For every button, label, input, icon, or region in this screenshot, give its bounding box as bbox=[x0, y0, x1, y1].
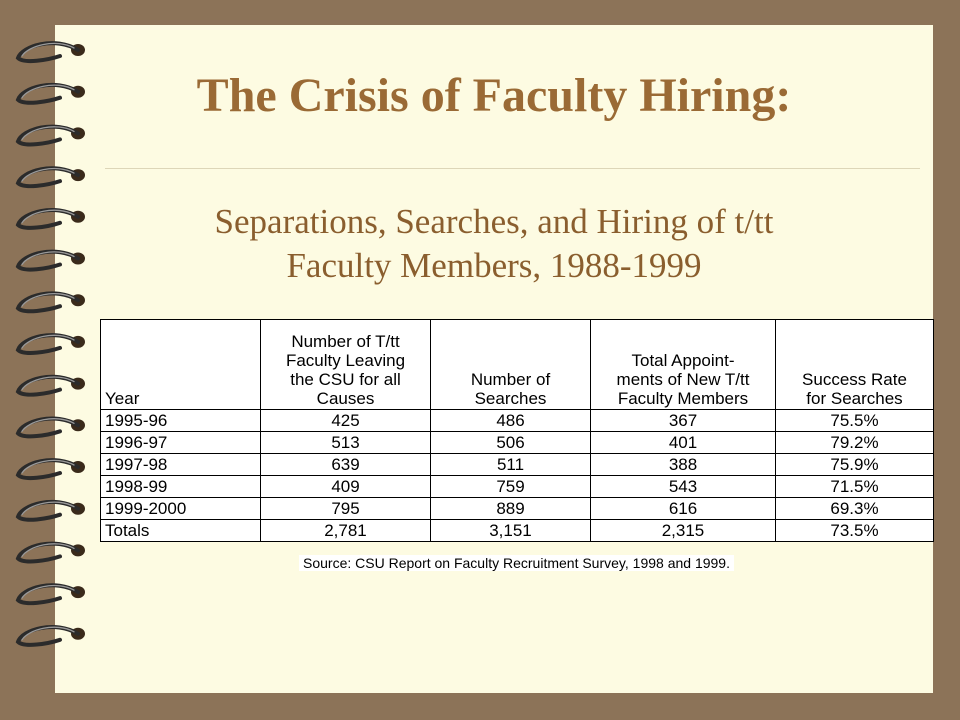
binding-ring-icon bbox=[18, 418, 85, 436]
cell-searches: 486 bbox=[431, 410, 591, 432]
cell-leaving: 795 bbox=[261, 498, 431, 520]
binding-ring-icon bbox=[18, 127, 85, 145]
cell-success-rate: 75.5% bbox=[776, 410, 934, 432]
header-total-appointments: Total Appoint- ments of New T/tt Faculty Members bbox=[591, 320, 776, 410]
header-success-rate: Success Rate for Searches bbox=[776, 320, 934, 410]
binding-ring-icon bbox=[18, 43, 85, 61]
binding-ring-icon bbox=[18, 460, 85, 478]
hiring-table-container bbox=[100, 319, 933, 542]
table-row bbox=[101, 476, 934, 498]
slide-title: The Crisis of Faculty Hiring: bbox=[196, 69, 792, 122]
table-row bbox=[101, 454, 934, 476]
cell-year: 1995-96 bbox=[101, 410, 261, 432]
cell-success-rate: 73.5% bbox=[776, 520, 934, 542]
cell-leaving: 639 bbox=[261, 454, 431, 476]
binding-ring-icon bbox=[18, 502, 85, 520]
source-note: Source: CSU Report on Faculty Recruitment Survey, 1998 and 1999. bbox=[100, 555, 933, 571]
cell-appointments: 543 bbox=[591, 476, 776, 498]
cell-success-rate: 71.5% bbox=[776, 476, 934, 498]
cell-success-rate: 79.2% bbox=[776, 432, 934, 454]
cell-appointments: 616 bbox=[591, 498, 776, 520]
cell-success-rate: 75.9% bbox=[776, 454, 934, 476]
table-row bbox=[101, 498, 934, 520]
cell-searches: 759 bbox=[431, 476, 591, 498]
cell-year: Totals bbox=[101, 520, 261, 542]
binding-ring-icon bbox=[18, 377, 85, 395]
binding-ring-icon bbox=[18, 544, 85, 562]
cell-success-rate: 69.3% bbox=[776, 498, 934, 520]
header-year: Year bbox=[101, 320, 261, 410]
subtitle-line-2: Faculty Members, 1988-1999 bbox=[286, 246, 702, 285]
cell-year: 1998-99 bbox=[101, 476, 261, 498]
subtitle-line-1: Separations, Searches, and Hiring of t/tt bbox=[214, 202, 774, 241]
cell-leaving: 2,781 bbox=[261, 520, 431, 542]
header-number-of-searches: Number of Searches bbox=[431, 320, 591, 410]
cell-searches: 3,151 bbox=[431, 520, 591, 542]
cell-leaving: 425 bbox=[261, 410, 431, 432]
cell-leaving: 513 bbox=[261, 432, 431, 454]
cell-year: 1996-97 bbox=[101, 432, 261, 454]
cell-appointments: 388 bbox=[591, 454, 776, 476]
cell-year: 1999-2000 bbox=[101, 498, 261, 520]
cell-searches: 889 bbox=[431, 498, 591, 520]
table-row bbox=[101, 410, 934, 432]
header-faculty-leaving: Number of T/tt Faculty Leaving the CSU for all Causes bbox=[261, 320, 431, 410]
binding-ring-icon bbox=[18, 168, 85, 186]
cell-leaving: 409 bbox=[261, 476, 431, 498]
cell-searches: 506 bbox=[431, 432, 591, 454]
binding-ring-icon bbox=[18, 627, 85, 645]
cell-year: 1997-98 bbox=[101, 454, 261, 476]
table-row-totals bbox=[101, 520, 934, 542]
title-divider bbox=[105, 168, 920, 169]
binding-ring-icon bbox=[18, 335, 85, 353]
slide-subtitle bbox=[55, 200, 933, 288]
cell-searches: 511 bbox=[431, 454, 591, 476]
binding-ring-icon bbox=[18, 585, 85, 603]
cell-appointments: 367 bbox=[591, 410, 776, 432]
table-row bbox=[101, 432, 934, 454]
hiring-table bbox=[100, 319, 934, 542]
binding-ring-icon bbox=[18, 293, 85, 311]
cell-appointments: 401 bbox=[591, 432, 776, 454]
table-header-row bbox=[101, 320, 934, 410]
cell-appointments: 2,315 bbox=[591, 520, 776, 542]
